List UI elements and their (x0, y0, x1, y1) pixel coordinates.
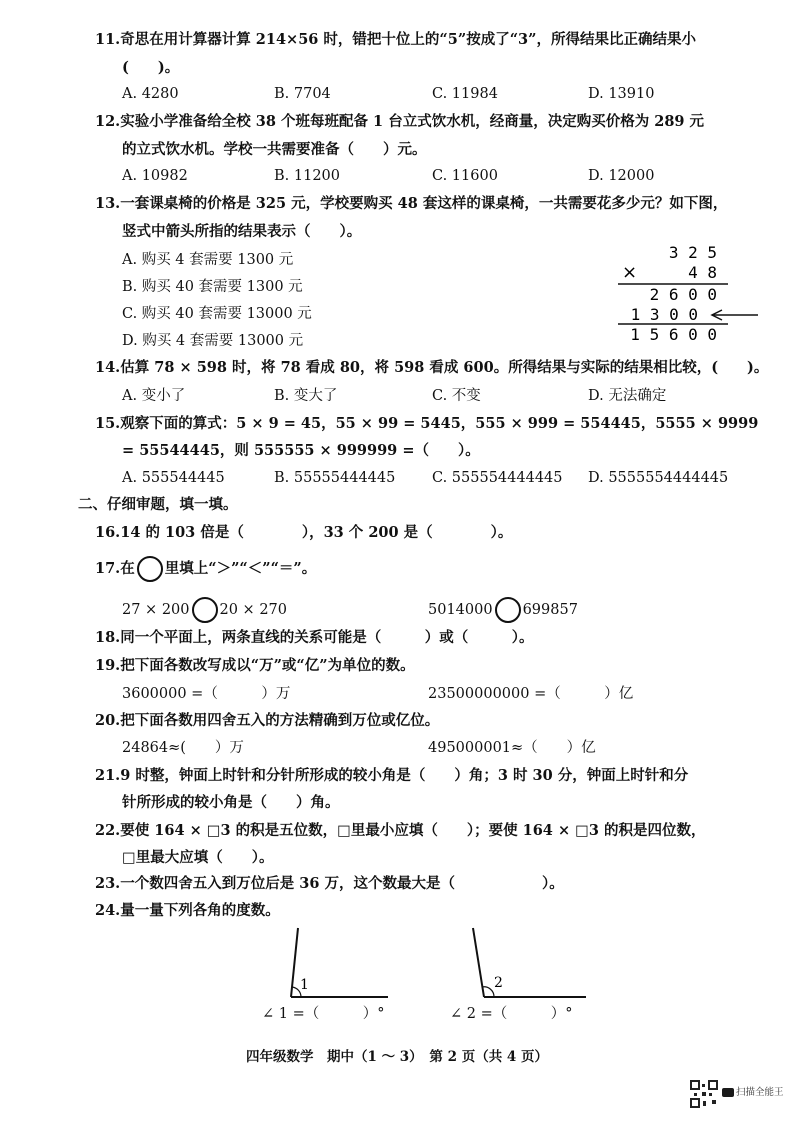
q12-option-a[interactable]: A. 10982 (122, 168, 188, 184)
q11-stem: 奇思在用计算器计算 214×56 时，错把十位上的“5”按成了“3”，所得结果比正确结果小 (120, 31, 696, 48)
q15-line2: = 55544445，则 555555 × 999999 =（ ）。 (122, 442, 480, 459)
q15-number: 15. (95, 415, 121, 432)
q15-option-a[interactable]: A. 555544445 (122, 470, 225, 486)
q21-line1 (95, 766, 688, 786)
q14-option-a[interactable]: A. 变小了 (122, 388, 186, 404)
calc-row-2600: 2 6 0 0 (649, 285, 717, 304)
q23-line (95, 874, 564, 894)
q15-option-d[interactable]: D. 5555554444445 (588, 470, 729, 486)
q23-number: 23. (95, 875, 121, 892)
q13-stem: 一套课桌椅的价格是 325 元，学校要购买 48 套这样的课桌椅，一共需要花多少元？如下图， (120, 195, 728, 212)
q13-line1 (95, 194, 727, 214)
q17-stem-post: 里填上“＞”“＜”“＝”。 (164, 560, 317, 577)
page-footer: 四年级数学 期中（1 ～ 3） 第 2 页（共 4 页） (245, 1049, 549, 1065)
q16-line (95, 523, 512, 543)
q19-number: 19. (95, 657, 121, 674)
q17-right-num-b: 699857 (522, 602, 578, 618)
q11-line2: ( )。 (122, 59, 180, 76)
q11-line1 (95, 30, 696, 50)
q17-stem-pre: 在 (120, 560, 135, 577)
q17-line (95, 556, 316, 582)
calc-row-1300: 1 3 0 0 (630, 305, 698, 324)
q11-option-c[interactable]: C. 11984 (432, 86, 498, 102)
q24-number: 24. (95, 902, 121, 919)
q18-line (95, 628, 533, 648)
q13-option-b[interactable]: B. 购买 40 套需要 1300 元 (122, 279, 303, 295)
q16-stem: 14 的 103 倍是（ ），33 个 200 是（ ）。 (120, 524, 513, 541)
q20-number: 20. (95, 712, 121, 729)
q14-option-c[interactable]: C. 不变 (432, 388, 481, 404)
q21-stem: 9 时整，钟面上时针和分针所形成的较小角是（ ）角；3 时 30 分，钟面上时针和分 (120, 767, 689, 784)
q12-stem: 实验小学准备给全校 38 个班每班配备 1 台立式饮水机，经商量，决定购买价格为 289 元 (120, 113, 705, 130)
q13-option-d[interactable]: D. 购买 4 套需要 13000 元 (122, 333, 304, 349)
q22-number: 22. (95, 822, 121, 839)
q12-line2: 的立式饮水机。学校一共需要准备（ ）元。 (122, 141, 427, 158)
q19-stem: 把下面各数改写成以“万”或“亿”为单位的数。 (120, 657, 415, 674)
q18-number: 18. (95, 629, 121, 646)
q17-right-num-a: 5014000 (428, 602, 493, 618)
q17-right-compare (428, 597, 578, 623)
calc-row-15600: 1 5 6 0 0 (630, 325, 717, 344)
q13-line2: 竖式中箭头所指的结果表示（ ）。 (122, 223, 362, 240)
angle-2-answer: ∠ 2 =（ ）° (450, 1006, 573, 1022)
q17-right-answer-circle[interactable] (495, 597, 521, 623)
q22-stem: 要使 164 × □3 的积是五位数，□里最小应填（ ）；要使 164 × □3 的积是四位数， (120, 822, 706, 839)
calc-row-48: 4 8 (688, 263, 717, 282)
calc-row-325: 3 2 5 (668, 243, 717, 262)
q13-number: 13. (95, 195, 121, 212)
q21-line2: 针所形成的较小角是（ ）角。 (122, 794, 340, 811)
q13-option-a[interactable]: A. 购买 4 套需要 1300 元 (122, 252, 294, 268)
angle-2-figure (450, 925, 590, 1000)
q13-option-c[interactable]: C. 购买 40 套需要 13000 元 (122, 306, 312, 322)
angle-1-answer: ∠ 1 =（ ）° (262, 1006, 385, 1022)
q15-option-c[interactable]: C. 555554444445 (432, 470, 563, 486)
q11-number: 11. (95, 31, 121, 48)
q20-stem: 把下面各数用四舍五入的方法精确到万位或亿位。 (120, 712, 440, 729)
q19-part-b: 23500000000 =（ ）亿 (428, 686, 634, 702)
scanner-brand-text: 扫描全能王 (736, 1087, 784, 1098)
q17-left-answer-circle[interactable] (192, 597, 218, 623)
q14-option-b[interactable]: B. 变大了 (274, 388, 338, 404)
q20-part-b: 495000001≈（ ）亿 (428, 740, 596, 756)
q12-option-c[interactable]: C. 11600 (432, 168, 498, 184)
arrow-icon (712, 310, 758, 320)
q11-option-a[interactable]: A. 4280 (122, 86, 179, 102)
q17-left-compare (122, 597, 287, 623)
q21-number: 21. (95, 767, 121, 784)
q17-left-expr-a: 27 × 200 (122, 602, 190, 618)
scanner-logo-icon (722, 1088, 734, 1097)
q17-left-expr-b: 20 × 270 (219, 602, 287, 618)
q11-option-b[interactable]: B. 7704 (274, 86, 331, 102)
q20-line (95, 711, 439, 731)
q12-number: 12. (95, 113, 121, 130)
q19-line (95, 656, 415, 676)
q14-stem: 估算 78 × 598 时，将 78 看成 80，将 598 看成 600。所得结果与实际的结果相比较，( )。 (120, 359, 769, 376)
q20-part-a: 24864≈( ）万 (122, 740, 244, 756)
q14-line1 (95, 358, 768, 378)
q19-part-a: 3600000 =（ ）万 (122, 686, 291, 702)
q15-line1 (95, 414, 758, 434)
q12-option-b[interactable]: B. 11200 (274, 168, 341, 184)
q23-stem: 一个数四舍五入到万位后是 36 万，这个数最大是（ ）。 (120, 875, 564, 892)
vertical-multiplication-figure (600, 240, 760, 345)
q18-stem: 同一个平面上，两条直线的关系可能是（ ）或（ ）。 (120, 629, 534, 646)
q22-line1 (95, 821, 705, 841)
compare-circle-icon (137, 556, 163, 582)
q16-number: 16. (95, 524, 121, 541)
angle-1-figure (270, 925, 390, 1000)
qr-code-icon (690, 1080, 718, 1108)
angle-1-label: 1 (300, 977, 309, 993)
q15-stem: 观察下面的算式：5 × 9 = 45，55 × 99 = 5445，555 × 999 = 554445，5555 × 9999 (120, 415, 759, 432)
section-2-heading: 二、仔细审题，填一填。 (78, 496, 238, 513)
scanner-watermark (722, 1084, 784, 1098)
q14-number: 14. (95, 359, 121, 376)
q24-stem: 量一量下列各角的度数。 (120, 902, 280, 919)
q14-option-d[interactable]: D. 无法确定 (588, 388, 667, 404)
q15-option-b[interactable]: B. 55555444445 (274, 470, 396, 486)
q11-option-d[interactable]: D. 13910 (588, 86, 655, 102)
q17-number: 17. (95, 560, 121, 577)
angle-2-label: 2 (494, 975, 503, 991)
calc-times-sign: × (622, 262, 638, 283)
q12-line1 (95, 112, 704, 132)
q22-line2: □里最大应填（ ）。 (122, 849, 274, 866)
q24-line (95, 901, 280, 921)
q12-option-d[interactable]: D. 12000 (588, 168, 655, 184)
